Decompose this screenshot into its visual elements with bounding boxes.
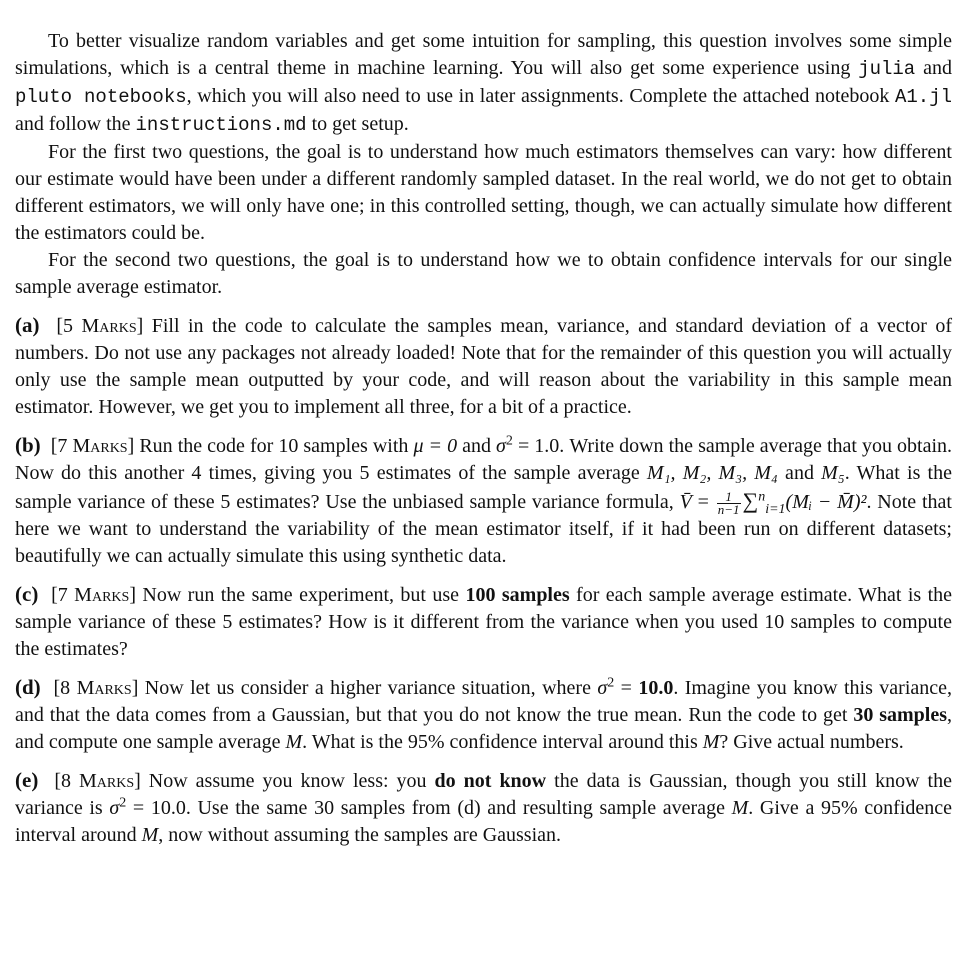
marks: [8 Marks] — [53, 677, 139, 699]
instructions-filename: instructions.md — [135, 114, 307, 136]
sum-lower: i=1 — [765, 502, 786, 517]
sample-average: M — [702, 731, 720, 753]
bold-text: 30 samples — [853, 704, 947, 726]
fraction-numerator: 1 — [717, 491, 741, 504]
v-bar: V̄ — [679, 491, 692, 513]
intro-paragraph-3: For the second two questions, the goal is to understand how we to obtain confidence intervals for our single sample average estimator. — [15, 249, 952, 298]
fraction — [717, 488, 741, 517]
sum-upper: n — [758, 489, 766, 505]
question-label: (c) — [15, 582, 39, 606]
bold-value: 10.0 — [638, 677, 674, 699]
bold-text: do not know — [434, 770, 547, 792]
question-text: . What is the 95% confidence interval around this — [302, 731, 703, 753]
question-label: (e) — [15, 768, 39, 792]
question-e: (e) [8 Marks] Now assume you know less: you do not know the data is Gaussian, though you still know the variance is $\sigma^2 = 10.0$. Use the same 30 samples from (d) and resulting sample average M. Give a 95% confidence interval around M, now without assuming the samples are Gaussian. — [15, 768, 953, 846]
question-text: , now without assuming the samples are Gaussian. — [158, 824, 562, 846]
intro-text: to get setup. — [306, 113, 409, 135]
question-text: Now assume you know less: you — [148, 770, 435, 792]
question-label: (d) — [15, 675, 41, 699]
question-text: , and compute one sample average — [15, 704, 952, 753]
question-text: the data is Gaussian, though you still know the variance is — [15, 770, 952, 819]
question-text: . Imagine you know this variance, and that the data comes from a Gaussian, but that you do not know the true mean. Run the code to get — [15, 677, 953, 726]
julia-code: julia — [858, 58, 916, 80]
sigma-symbol: σ — [597, 677, 608, 699]
question-text: . Use the same 30 samples from (d) and resulting sample average — [185, 797, 732, 819]
equals: = — [691, 491, 715, 513]
bold-text: 100 samples — [465, 584, 570, 606]
intro-text: and follow the — [15, 113, 136, 135]
question-text: and — [777, 462, 822, 484]
intro-text: , which you will also need to use in later assignments. Complete the attached notebook — [186, 85, 895, 107]
question-text: . Write down the sample average that you obtain. Now do this another 4 times, giving you 5 estimates of the sample average — [15, 435, 953, 484]
question-text: for each sample average estimate. What is the sample variance of these 5 estimates? How is it different from the variance when you used 10 samples to compute the estimates? — [15, 584, 953, 660]
estimate-m5: M₅ — [821, 462, 845, 484]
intro-text: and — [915, 57, 952, 79]
sample-average: M — [285, 731, 303, 753]
intro-paragraph-1 — [15, 28, 952, 139]
sigma-value: = 1.0 — [512, 435, 560, 457]
question-text: . What is the sample variance of these 5 estimates? Use the unbiased sample variance formula, — [15, 462, 952, 513]
marks: [7 Marks] — [50, 435, 135, 457]
summation-symbol: ∑ — [742, 488, 759, 513]
pluto-code: pluto notebooks — [15, 86, 187, 108]
equals: = — [614, 677, 639, 699]
estimates-list: M₁, M₂, M₃, M₄ — [646, 462, 778, 484]
question-label: (b) — [15, 433, 41, 457]
assignment-page — [15, 28, 952, 849]
question-c — [15, 581, 952, 663]
sample-average: M — [731, 797, 749, 819]
question-d: (d) [8 Marks] Now let us consider a higher variance situation, where $\sigma^2 = 10.0$. Imagine you know this variance, and that the data comes from a Gaussian, but that you do not know the true mean. Run the code to get 30 samples, and compute one sample average M. What is the 95% confidence interval around this M? Give actual numbers. — [15, 675, 953, 753]
question-text: . Give a 95% confidence interval around — [15, 797, 953, 846]
sum-term: (Mᵢ − M̄)² — [785, 491, 867, 513]
question-text: and — [457, 435, 497, 457]
sigma-symbol: σ — [109, 797, 120, 819]
sample-average: M — [141, 824, 159, 846]
question-text: Now run the same experiment, but use — [142, 584, 466, 606]
question-b: (b) [7 Marks] Run the code for 10 samples with μ = 0 and $\sigma^2 = 1.0$. Write down the sample average that you obtain. Now do this another 4 times, giving you 5 estimates of the sample average M₁, M₂, M₃, M₄ and M₅. What is the sample variance of these 5 estimates? Use the unbiased sample variance formula, V̄ = $\frac{1}{n-1}$ ∑$^n_{i=1}$(Mᵢ − M̄)². Note that here we want to understand the variability of the mean estimator itself, if it had been run on different datasets; beautifully we can actually simulate this using synthetic data. — [15, 433, 953, 567]
sigma-symbol: σ — [496, 435, 506, 457]
sigma-value: = 10.0 — [126, 797, 186, 819]
question-text: . Note that here we want to understand the variability of the mean estimator itself, if it had been run on different datasets; beautifully we can actually simulate this using synthetic data. — [15, 491, 952, 567]
fraction-denominator: n−1 — [717, 501, 740, 517]
question-text: Now let us consider a higher variance situation, where — [144, 677, 598, 699]
intro-text: To better visualize random variables and get some intuition for sampling, this question involves some simple simulations, which is a central theme in machine learning. You will also get some experience using — [15, 30, 952, 79]
marks: [7 Marks] — [51, 584, 136, 606]
question-text: Fill in the code to calculate the samples mean, variance, and standard deviation of a vector of numbers. Do not use any packages not already loaded! Note that for the remainder of this question you will actually only use the sample mean outputted by your code, and will reason about the variability in this sample mean estimator. However, we get you to implement all three, for a bit of a practice. — [15, 315, 953, 418]
notebook-filename: A1.jl — [894, 86, 952, 108]
marks: [5 Marks] — [56, 315, 144, 337]
question-a — [15, 312, 952, 421]
question-text: ? Give actual numbers. — [719, 731, 904, 753]
question-text: Run the code for 10 samples with — [139, 435, 414, 457]
intro-paragraph-2: For the first two questions, the goal is to understand how much estimators themselves can vary: how different our estimate would have been under a different randomly sampled dataset. In the real world, we do not get to obtain different estimators, we will only have one; in this controlled setting, though, we can actually simulate how different the estimators could be. — [15, 141, 952, 244]
marks: [8 Marks] — [54, 770, 141, 792]
question-label: (a) — [15, 313, 40, 337]
mu-value: μ = 0 — [413, 435, 458, 457]
